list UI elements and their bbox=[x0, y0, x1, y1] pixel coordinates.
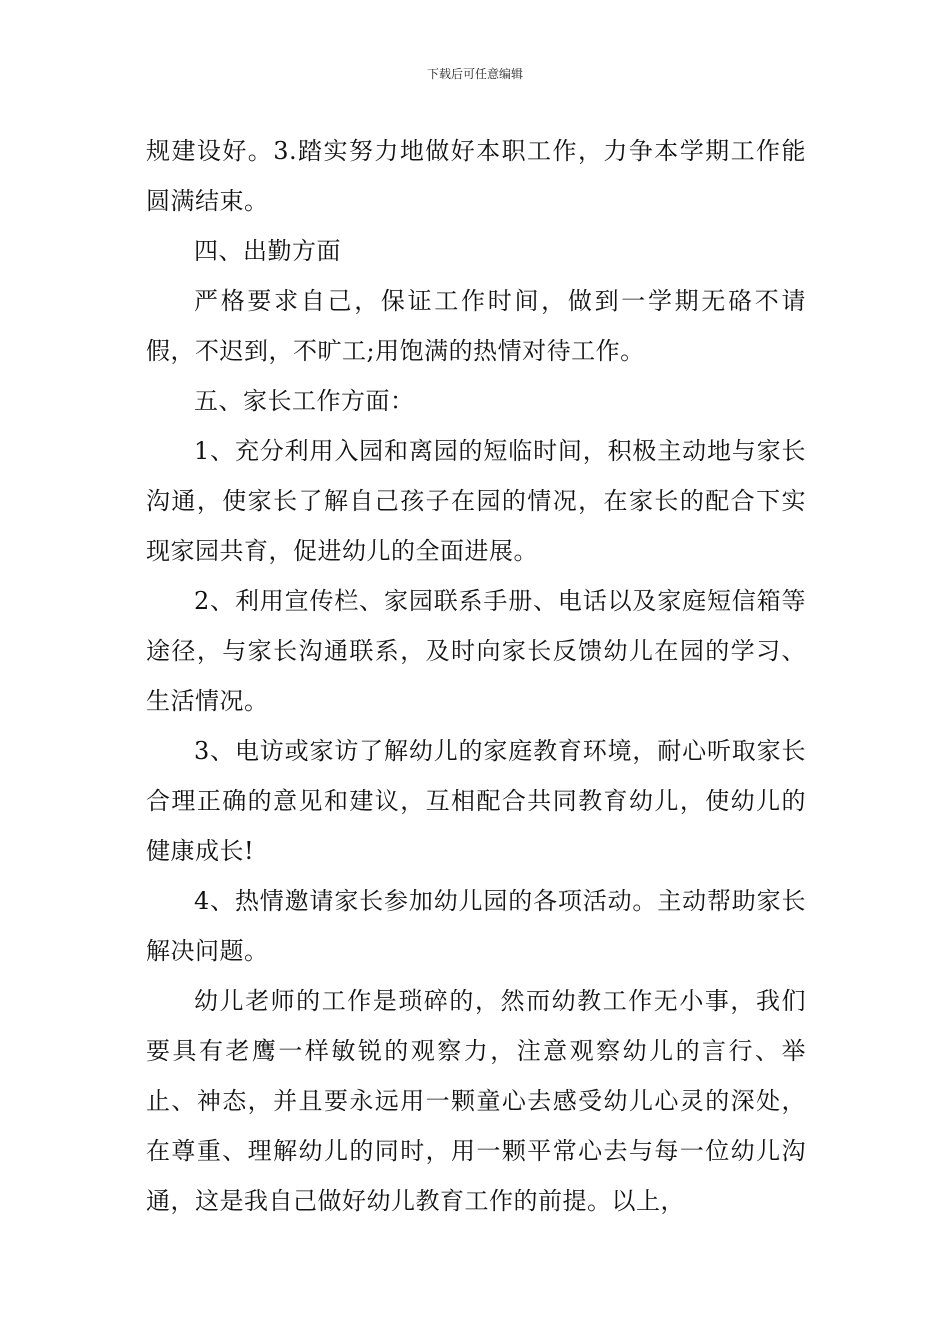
paragraph: 幼儿老师的工作是琐碎的，然而幼教工作无小事，我们要具有老鹰一样敏锐的观察力，注意观察幼儿的言行、举止、神态，并且要永远用一颗童心去感受幼儿心灵的深处，在尊重、理解幼儿的同时，用一颗平常心去与每一位幼儿沟通，这是我自己做好幼儿教育工作的前提。以上， bbox=[146, 987, 806, 1215]
list-item: 2、利用宣传栏、家园联系手册、电话以及家庭短信箱等途径，与家长沟通联系，及时向家长反馈幼儿在园的学习、生活情况。 bbox=[146, 587, 806, 715]
paragraph: 严格要求自己，保证工作时间，做到一学期无硌不请假，不迟到，不旷工;用饱满的热情对待工作。 bbox=[146, 287, 806, 365]
list-item: 1、充分利用入园和离园的短临时间，积极主动地与家长沟通，使家长了解自己孩子在园的情况，在家长的配合下实现家园共育，促进幼儿的全面进展。 bbox=[146, 437, 806, 565]
document-body bbox=[146, 126, 806, 1226]
page-header: 下载后可任意编辑 bbox=[426, 67, 523, 81]
section-heading: 四、出勤方面 bbox=[194, 237, 341, 265]
list-item: 3、电访或家访了解幼儿的家庭教育环境，耐心听取家长合理正确的意见和建议，互相配合共同教育幼儿，使幼儿的健康成长! bbox=[146, 737, 806, 865]
paragraph: 规建设好。3.踏实努力地做好本职工作，力争本学期工作能圆满结束。 bbox=[146, 137, 806, 215]
list-item: 4、热情邀请家长参加幼儿园的各项活动。主动帮助家长解决问题。 bbox=[146, 887, 806, 965]
section-heading: 五、家长工作方面： bbox=[194, 387, 415, 415]
